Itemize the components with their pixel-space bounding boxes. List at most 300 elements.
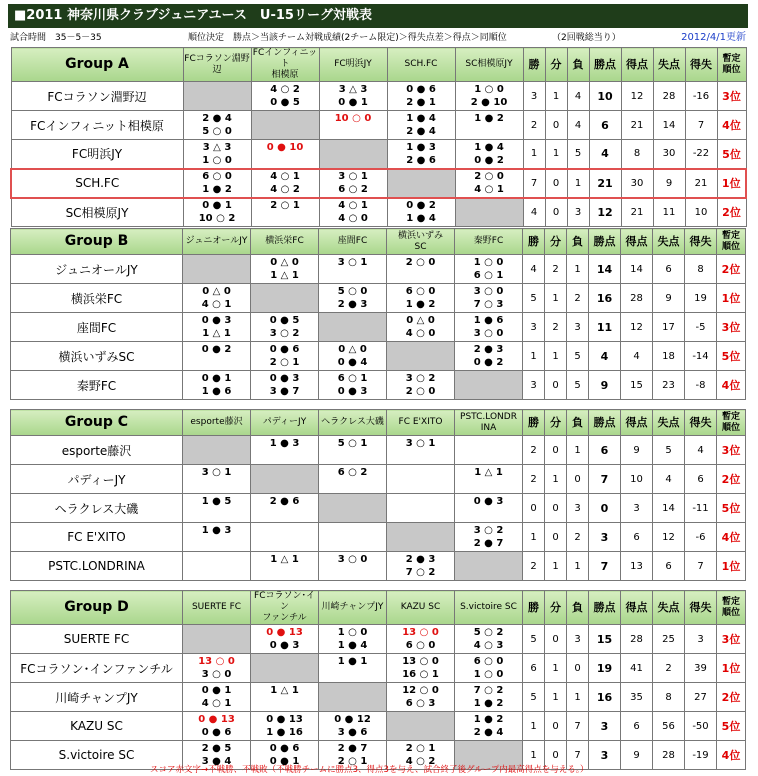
rank-value: 2位 <box>717 683 746 712</box>
stat-header: 暫定 順位 <box>717 410 746 436</box>
goals-against-value: 2 <box>653 654 685 683</box>
wins-value: 5 <box>523 284 545 313</box>
score-line: 2 ○ 0 <box>405 257 436 268</box>
score-line <box>319 479 386 492</box>
goal-diff-value: 7 <box>685 111 717 140</box>
opponent-header: 秦野FC <box>455 229 523 255</box>
score-line <box>183 356 250 369</box>
stat-header: 勝点 <box>589 48 621 82</box>
wins-value: 3 <box>523 82 545 111</box>
score-line: 1 △ 1 <box>270 270 299 281</box>
score-line: 1 △ 1 <box>474 467 503 478</box>
draws-value: 1 <box>545 654 567 683</box>
score-line: 0 ● 1 <box>201 373 232 384</box>
score-line: 3 ○ 0 <box>473 286 504 297</box>
score-line: 2 ● 10 <box>470 97 508 108</box>
match-result-cell <box>319 371 387 400</box>
draws-value: 2 <box>545 313 567 342</box>
match-time: 試合時間 35－5－35 <box>10 33 102 43</box>
goals-against-value: 23 <box>653 371 685 400</box>
match-result-cell <box>455 683 523 712</box>
losses-value: 0 <box>567 465 589 494</box>
score-line <box>387 450 454 463</box>
score-line: 2 ● 7 <box>473 538 504 549</box>
stat-header: 失点 <box>653 410 685 436</box>
match-result-cell <box>387 82 455 111</box>
goals-against-value: 12 <box>653 523 685 552</box>
draws-value: 1 <box>545 284 567 313</box>
score-line: 4 ○ 2 <box>270 184 300 195</box>
wins-value: 5 <box>523 625 545 654</box>
match-result-cell <box>455 111 523 140</box>
opponent-header: PSTC.LONDR INA <box>455 410 523 436</box>
score-line: 1 ● 6 <box>201 386 232 397</box>
wins-value: 7 <box>523 169 545 198</box>
match-result-cell <box>455 255 523 284</box>
points-value: 6 <box>589 436 621 465</box>
team-row <box>11 111 746 140</box>
opponent-header: ジュニオールJY <box>183 229 251 255</box>
match-result-cell <box>387 313 455 342</box>
match-result-cell <box>319 111 387 140</box>
self-match-cell <box>387 169 455 198</box>
match-result-cell <box>183 284 251 313</box>
goals-for-value: 13 <box>621 552 653 581</box>
rank-value: 2位 <box>717 198 746 227</box>
match-result-cell <box>183 494 251 523</box>
goal-diff-value: 3 <box>685 625 717 654</box>
stat-header: 勝点 <box>589 591 621 625</box>
goals-for-value: 9 <box>621 741 653 770</box>
opponent-header: S.victoire SC <box>455 591 523 625</box>
stat-header: 得失 <box>685 591 717 625</box>
stat-header: 勝 <box>523 410 545 436</box>
match-result-cell <box>319 436 387 465</box>
round-note: （2回戦総当り） <box>552 33 621 43</box>
losses-value: 1 <box>567 683 589 712</box>
team-row <box>11 712 746 741</box>
team-name: FCコラソン淵野辺 <box>11 82 183 111</box>
goals-against-value: 17 <box>653 313 685 342</box>
draws-value: 0 <box>545 111 567 140</box>
match-result-cell <box>387 683 455 712</box>
score-line <box>387 479 454 492</box>
rank-value: 4位 <box>717 111 746 140</box>
opponent-header: FC E'XITO <box>387 410 455 436</box>
goals-for-value: 6 <box>621 523 653 552</box>
score-line: 0 ● 10 <box>266 141 304 153</box>
points-value: 7 <box>589 465 621 494</box>
score-line: 1 ○ 0 <box>473 257 504 268</box>
score-line: 1 ○ 0 <box>473 669 504 680</box>
match-result-cell <box>319 169 387 198</box>
goal-diff-value: 7 <box>685 552 717 581</box>
score-line: 0 ● 13 <box>198 714 235 725</box>
score-line: 0 ● 13 <box>266 627 303 638</box>
opponent-header: パディーJY <box>251 410 319 436</box>
goals-against-value: 28 <box>653 82 685 111</box>
draws-value: 1 <box>545 342 567 371</box>
match-result-cell <box>319 198 387 227</box>
draws-value: 0 <box>545 625 567 654</box>
draws-value: 0 <box>545 712 567 741</box>
score-line <box>455 437 522 450</box>
goal-diff-value: -16 <box>685 82 717 111</box>
match-result-cell <box>183 552 251 581</box>
goals-against-value: 11 <box>653 198 685 227</box>
rank-value: 3位 <box>717 82 746 111</box>
goals-for-value: 6 <box>621 712 653 741</box>
score-line <box>455 479 522 492</box>
group-name: Group C <box>11 410 183 436</box>
points-value: 9 <box>589 371 621 400</box>
match-result-cell <box>183 371 251 400</box>
points-value: 11 <box>589 313 621 342</box>
score-line: 0 ● 3 <box>473 496 504 507</box>
goals-for-value: 3 <box>621 494 653 523</box>
score-line <box>251 508 318 521</box>
goals-for-value: 21 <box>621 198 653 227</box>
goals-for-value: 28 <box>621 625 653 654</box>
score-line <box>455 450 522 463</box>
score-line: 0 ● 1 <box>202 200 232 212</box>
opponent-header: ヘラクレス大磯 <box>319 410 387 436</box>
rank-value: 1位 <box>717 552 746 581</box>
team-name: 横浜栄FC <box>11 284 183 313</box>
goals-against-value: 9 <box>653 169 685 198</box>
opponent-header: SCH.FC <box>387 48 455 82</box>
score-line: 2 ● 4 <box>406 126 436 137</box>
losses-value: 1 <box>567 169 589 198</box>
score-line <box>387 495 454 508</box>
draws-value: 0 <box>545 371 567 400</box>
opponent-header: 横浜栄FC <box>251 229 319 255</box>
draws-value: 0 <box>545 741 567 770</box>
points-value: 15 <box>589 625 621 654</box>
stat-header: 得点 <box>621 48 653 82</box>
score-line: 1 ● 4 <box>406 113 436 124</box>
wins-value: 0 <box>523 494 545 523</box>
score-line: 0 ● 5 <box>270 97 300 108</box>
score-line: 1 ● 4 <box>406 213 436 225</box>
goals-against-value: 8 <box>653 683 685 712</box>
score-line: 4 ○ 1 <box>474 184 504 195</box>
score-line: 0 ● 12 <box>334 714 371 725</box>
goals-against-value: 30 <box>653 140 685 169</box>
info-row <box>10 31 746 45</box>
points-value: 4 <box>589 140 621 169</box>
losses-value: 7 <box>567 741 589 770</box>
goal-diff-value: -50 <box>685 712 717 741</box>
score-line: 0 ● 3 <box>269 373 300 384</box>
score-line <box>183 553 250 566</box>
stat-header: 暫定 順位 <box>717 229 746 255</box>
match-result-cell <box>251 712 319 741</box>
draws-value: 1 <box>545 82 567 111</box>
losses-value: 1 <box>567 436 589 465</box>
draws-value: 0 <box>545 198 567 227</box>
score-line: 0 △ 0 <box>202 286 231 297</box>
match-result-cell <box>387 436 455 465</box>
score-line: 5 ○ 2 <box>473 627 504 638</box>
group-table-c <box>10 409 746 581</box>
match-result-cell <box>251 82 319 111</box>
team-row <box>11 371 746 400</box>
stat-header: 得点 <box>621 229 653 255</box>
stat-header: 負 <box>567 591 589 625</box>
match-result-cell <box>387 111 455 140</box>
points-value: 19 <box>589 654 621 683</box>
score-line <box>319 269 386 282</box>
score-line: 0 △ 0 <box>406 315 435 326</box>
goals-for-value: 8 <box>621 140 653 169</box>
goal-diff-value: 39 <box>685 654 717 683</box>
team-row <box>11 82 746 111</box>
score-line <box>251 697 318 710</box>
score-line: 0 ● 6 <box>269 743 300 754</box>
self-match-cell <box>183 255 251 284</box>
score-line <box>387 269 454 282</box>
goal-diff-value: 4 <box>685 436 717 465</box>
team-name: ヘラクレス大磯 <box>11 494 183 523</box>
self-match-cell <box>251 111 319 140</box>
score-line: 0 △ 0 <box>338 344 367 355</box>
match-result-cell <box>251 625 319 654</box>
team-name: S.victoire SC <box>11 741 183 770</box>
goals-against-value: 6 <box>653 255 685 284</box>
score-line: 3 ○ 1 <box>338 171 368 182</box>
score-line: 1 ● 2 <box>202 184 232 195</box>
score-line: 2 ● 3 <box>405 554 436 565</box>
rank-value: 5位 <box>717 342 746 371</box>
points-value: 12 <box>589 198 621 227</box>
self-match-cell <box>319 140 387 169</box>
self-match-cell <box>251 654 319 683</box>
wins-value: 2 <box>523 465 545 494</box>
draws-value: 0 <box>545 523 567 552</box>
goals-against-value: 28 <box>653 741 685 770</box>
score-line: 3 ○ 1 <box>201 467 232 478</box>
goal-diff-value: -22 <box>685 140 717 169</box>
points-value: 7 <box>589 552 621 581</box>
score-line: 2 ● 4 <box>202 113 232 124</box>
losses-value: 2 <box>567 284 589 313</box>
team-name: 横浜いずみSC <box>11 342 183 371</box>
score-line <box>319 668 386 681</box>
opponent-header: esporte藤沢 <box>183 410 251 436</box>
score-line: 7 ○ 3 <box>473 299 504 310</box>
goals-against-value: 9 <box>653 284 685 313</box>
team-name: 秦野FC <box>11 371 183 400</box>
opponent-header: FCインフィニット 相模原 <box>252 48 318 80</box>
draws-value: 1 <box>545 552 567 581</box>
score-line: 6 ○ 2 <box>338 184 368 195</box>
match-result-cell <box>319 712 387 741</box>
goal-diff-value: 6 <box>685 465 717 494</box>
score-line: 2 ● 3 <box>337 299 368 310</box>
rank-value: 1位 <box>717 169 746 198</box>
team-row <box>11 523 746 552</box>
match-result-cell <box>387 371 455 400</box>
group-name: Group D <box>11 591 183 625</box>
match-result-cell <box>183 523 251 552</box>
goals-for-value: 15 <box>621 371 653 400</box>
score-line <box>251 450 318 463</box>
score-line: 6 ○ 3 <box>405 698 436 709</box>
score-line: 2 ● 6 <box>406 154 436 166</box>
points-value: 10 <box>589 82 621 111</box>
team-row <box>11 255 746 284</box>
match-result-cell <box>183 683 251 712</box>
match-result-cell <box>319 82 387 111</box>
goals-against-value: 4 <box>653 465 685 494</box>
score-line: 2 ● 1 <box>406 97 436 108</box>
match-result-cell <box>183 313 251 342</box>
goals-against-value: 56 <box>653 712 685 741</box>
match-result-cell <box>183 342 251 371</box>
goal-diff-value: -14 <box>685 342 717 371</box>
match-result-cell <box>183 465 251 494</box>
score-line: 4 ○ 0 <box>405 328 436 339</box>
match-result-cell <box>387 140 455 169</box>
goal-diff-value: 8 <box>685 255 717 284</box>
score-line: 1 ● 3 <box>406 141 436 153</box>
score-line: 4 ○ 1 <box>270 171 300 182</box>
stat-header: 分 <box>545 591 567 625</box>
score-line: 3 ○ 0 <box>201 669 232 680</box>
goals-for-value: 9 <box>621 436 653 465</box>
score-line: 13 ○ 0 <box>402 627 439 638</box>
match-result-cell <box>319 342 387 371</box>
score-line: 3 ○ 2 <box>269 328 300 339</box>
score-line: 0 ● 5 <box>269 315 300 326</box>
match-result-cell <box>455 342 523 371</box>
match-result-cell <box>183 111 251 140</box>
score-line: 4 ○ 1 <box>201 299 232 310</box>
score-line: 1 ● 1 <box>337 656 368 667</box>
score-line: 10 ○ 0 <box>334 113 372 124</box>
score-line: 5 ○ 1 <box>337 438 368 449</box>
goals-for-value: 41 <box>621 654 653 683</box>
score-line: 3 ○ 1 <box>405 438 436 449</box>
team-row <box>11 465 746 494</box>
draws-value: 0 <box>545 494 567 523</box>
stat-header: 得失 <box>685 410 717 436</box>
match-result-cell <box>319 465 387 494</box>
goal-diff-value: -8 <box>685 371 717 400</box>
goal-diff-value: -6 <box>685 523 717 552</box>
wins-value: 3 <box>523 371 545 400</box>
stat-header: 分 <box>545 229 567 255</box>
score-line <box>251 566 318 579</box>
stat-header: 負 <box>567 48 589 82</box>
match-result-cell <box>455 313 523 342</box>
match-result-cell <box>319 625 387 654</box>
team-name: 川崎チャンプJY <box>11 683 183 712</box>
team-row <box>11 654 746 683</box>
stat-header: 失点 <box>653 591 685 625</box>
score-line <box>320 125 387 138</box>
score-line: 1 ● 6 <box>473 315 504 326</box>
footnote: スコア赤文字→不戦勝、不戦敗（不戦勝チームに勝点3、得点3を与え、試合終了後グループ内最高得点を与える。） <box>150 765 589 775</box>
points-value: 14 <box>589 255 621 284</box>
match-result-cell <box>319 255 387 284</box>
match-result-cell <box>251 140 319 169</box>
goal-diff-value: -5 <box>685 313 717 342</box>
score-line: 6 ○ 2 <box>337 467 368 478</box>
wins-value: 1 <box>523 140 545 169</box>
opponent-header: FC明浜JY <box>319 48 387 82</box>
score-line: 4 ○ 1 <box>338 200 368 212</box>
score-line: 2 ● 4 <box>473 727 504 738</box>
score-line: 7 ○ 2 <box>405 567 436 578</box>
goals-for-value: 12 <box>621 82 653 111</box>
score-line: 13 ○ 0 <box>198 656 235 667</box>
team-name: FC明浜JY <box>11 140 183 169</box>
self-match-cell <box>319 494 387 523</box>
match-result-cell <box>251 371 319 400</box>
score-line: 1 ● 3 <box>269 438 300 449</box>
stat-header: 分 <box>545 410 567 436</box>
stat-header: 失点 <box>653 48 685 82</box>
score-line <box>387 466 454 479</box>
losses-value: 5 <box>567 140 589 169</box>
opponent-header: 横浜いずみ SC <box>387 229 455 255</box>
goal-diff-value: 19 <box>685 284 717 313</box>
goals-for-value: 21 <box>621 111 653 140</box>
wins-value: 4 <box>523 198 545 227</box>
match-result-cell <box>251 313 319 342</box>
score-line: 6 ○ 0 <box>405 286 436 297</box>
score-line: 1 ● 5 <box>201 496 232 507</box>
goal-diff-value: 21 <box>685 169 717 198</box>
stat-header: 分 <box>545 48 567 82</box>
opponent-header: SC相模原JY <box>455 48 523 82</box>
rank-value: 3位 <box>717 625 746 654</box>
score-line: 2 ○ 0 <box>405 386 436 397</box>
score-line: 3 ○ 2 <box>405 373 436 384</box>
score-line <box>319 524 386 537</box>
team-name: KAZU SC <box>11 712 183 741</box>
team-row <box>11 140 746 169</box>
score-line: 2 ● 6 <box>269 496 300 507</box>
team-name: SUERTE FC <box>11 625 183 654</box>
score-line: 1 ● 3 <box>201 525 232 536</box>
losses-value: 3 <box>567 313 589 342</box>
self-match-cell <box>251 284 319 313</box>
score-line: 0 △ 0 <box>270 257 299 268</box>
stat-header: 得点 <box>621 410 653 436</box>
team-row <box>11 313 746 342</box>
score-line: 3 △ 3 <box>202 141 232 153</box>
stat-header: 勝点 <box>589 229 621 255</box>
score-line <box>251 524 318 537</box>
wins-value: 2 <box>523 436 545 465</box>
score-line: 1 ● 4 <box>337 640 368 651</box>
score-line <box>319 450 386 463</box>
rank-value: 3位 <box>717 313 746 342</box>
losses-value: 4 <box>567 82 589 111</box>
header-row <box>11 410 746 436</box>
losses-value: 0 <box>567 654 589 683</box>
group-table-b <box>10 228 746 400</box>
score-line: 1 ● 4 <box>474 141 504 153</box>
score-line <box>183 479 250 492</box>
wins-value: 3 <box>523 313 545 342</box>
stat-header: 勝 <box>523 48 545 82</box>
opponent-header: FCコラソン･イン ファンチル <box>251 591 319 625</box>
match-result-cell <box>455 82 523 111</box>
